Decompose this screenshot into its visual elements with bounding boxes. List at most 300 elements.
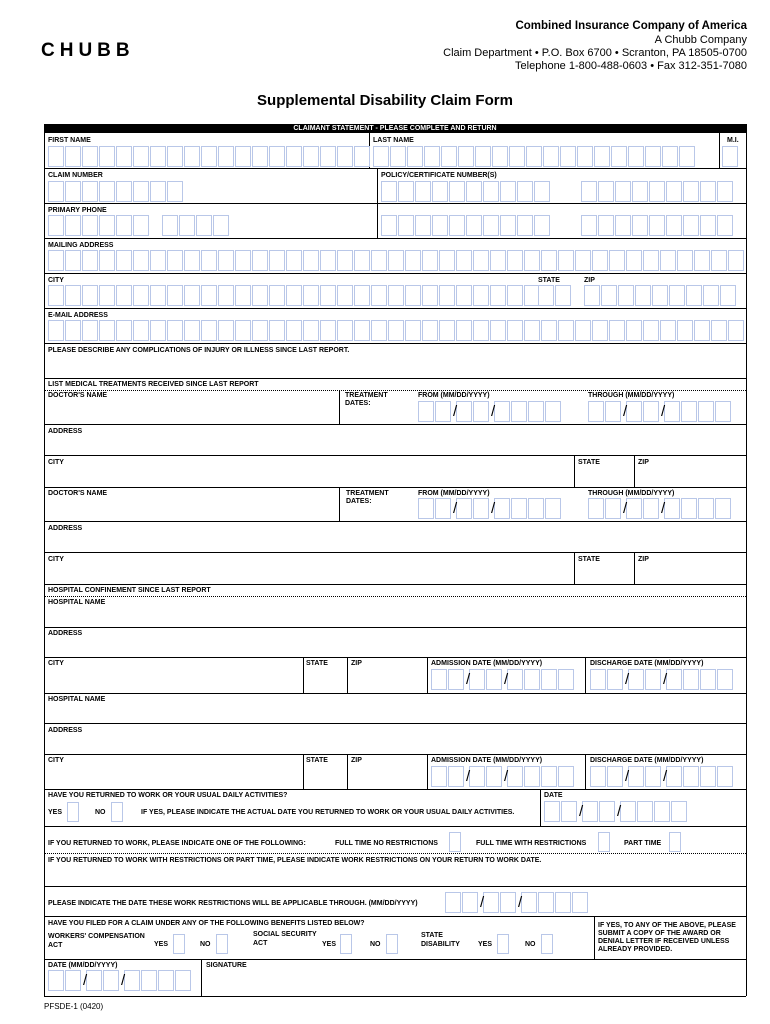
char-box[interactable]	[654, 801, 670, 822]
char-box[interactable]	[715, 498, 731, 519]
mi-box[interactable]	[722, 146, 739, 167]
char-box[interactable]	[611, 146, 627, 167]
char-box[interactable]	[354, 320, 370, 341]
discharge-date-2-dd[interactable]	[628, 766, 662, 787]
char-box[interactable]	[466, 215, 482, 236]
char-box[interactable]	[632, 215, 648, 236]
char-box[interactable]	[628, 146, 644, 167]
char-box[interactable]	[700, 766, 716, 787]
char-box[interactable]	[615, 215, 631, 236]
char-box[interactable]	[82, 250, 98, 271]
char-box[interactable]	[694, 250, 710, 271]
char-box[interactable]	[303, 320, 319, 341]
char-box[interactable]	[320, 285, 336, 306]
char-box[interactable]	[235, 320, 251, 341]
char-box[interactable]	[649, 215, 665, 236]
char-box[interactable]	[252, 285, 268, 306]
char-box[interactable]	[517, 181, 533, 202]
char-box[interactable]	[628, 766, 644, 787]
char-box[interactable]	[390, 146, 406, 167]
char-box[interactable]	[48, 970, 64, 991]
char-box[interactable]	[649, 181, 665, 202]
char-box[interactable]	[645, 669, 661, 690]
char-box[interactable]	[371, 320, 387, 341]
char-box[interactable]	[620, 801, 636, 822]
char-box[interactable]	[320, 250, 336, 271]
char-box[interactable]	[441, 146, 457, 167]
char-box[interactable]	[213, 215, 229, 236]
char-box[interactable]	[541, 669, 557, 690]
char-box[interactable]	[490, 320, 506, 341]
char-box[interactable]	[679, 146, 695, 167]
char-box[interactable]	[507, 669, 523, 690]
char-box[interactable]	[524, 250, 540, 271]
char-box[interactable]	[700, 669, 716, 690]
char-box[interactable]	[581, 181, 597, 202]
char-box[interactable]	[415, 181, 431, 202]
admission-date-1-dd[interactable]	[469, 669, 503, 690]
char-box[interactable]	[544, 801, 560, 822]
char-box[interactable]	[65, 215, 81, 236]
char-box[interactable]	[500, 215, 516, 236]
char-box[interactable]	[711, 320, 727, 341]
char-box[interactable]	[201, 250, 217, 271]
char-box[interactable]	[666, 766, 682, 787]
char-box[interactable]	[683, 766, 699, 787]
wc-no-checkbox[interactable]	[216, 934, 228, 954]
char-box[interactable]	[116, 320, 132, 341]
char-box[interactable]	[601, 285, 617, 306]
claim-number-boxes[interactable]	[48, 181, 184, 202]
char-box[interactable]	[715, 401, 731, 422]
char-box[interactable]	[415, 215, 431, 236]
wc-yes-checkbox[interactable]	[173, 934, 185, 954]
char-box[interactable]	[572, 892, 588, 913]
char-box[interactable]	[103, 970, 119, 991]
char-box[interactable]	[592, 320, 608, 341]
char-box[interactable]	[252, 250, 268, 271]
char-box[interactable]	[686, 285, 702, 306]
char-box[interactable]	[526, 146, 542, 167]
char-box[interactable]	[303, 250, 319, 271]
char-box[interactable]	[184, 285, 200, 306]
char-box[interactable]	[473, 320, 489, 341]
char-box[interactable]	[405, 285, 421, 306]
char-box[interactable]	[150, 181, 166, 202]
char-box[interactable]	[405, 320, 421, 341]
char-box[interactable]	[632, 181, 648, 202]
char-box[interactable]	[398, 215, 414, 236]
char-box[interactable]	[605, 401, 621, 422]
char-box[interactable]	[700, 215, 716, 236]
char-box[interactable]	[538, 892, 554, 913]
char-box[interactable]	[116, 146, 132, 167]
return-no-checkbox[interactable]	[111, 802, 123, 822]
char-box[interactable]	[683, 669, 699, 690]
char-box[interactable]	[381, 215, 397, 236]
char-box[interactable]	[269, 146, 285, 167]
char-box[interactable]	[473, 401, 489, 422]
char-box[interactable]	[150, 320, 166, 341]
char-box[interactable]	[660, 250, 676, 271]
char-box[interactable]	[337, 320, 353, 341]
char-box[interactable]	[694, 320, 710, 341]
char-box[interactable]	[500, 181, 516, 202]
discharge-date-2-yyyy[interactable]	[666, 766, 734, 787]
char-box[interactable]	[524, 669, 540, 690]
char-box[interactable]	[116, 181, 132, 202]
admission-date-1-yyyy[interactable]	[507, 669, 575, 690]
char-box[interactable]	[590, 766, 606, 787]
discharge-date-1-yyyy[interactable]	[666, 669, 734, 690]
signature-date-dd[interactable]	[86, 970, 120, 991]
first-name-boxes[interactable]	[48, 146, 371, 167]
char-box[interactable]	[581, 215, 597, 236]
char-box[interactable]	[65, 146, 81, 167]
char-box[interactable]	[483, 892, 499, 913]
char-box[interactable]	[662, 146, 678, 167]
char-box[interactable]	[500, 892, 516, 913]
char-box[interactable]	[235, 285, 251, 306]
char-box[interactable]	[150, 250, 166, 271]
char-box[interactable]	[483, 181, 499, 202]
char-box[interactable]	[286, 320, 302, 341]
char-box[interactable]	[637, 801, 653, 822]
char-box[interactable]	[584, 285, 600, 306]
char-box[interactable]	[448, 766, 464, 787]
char-box[interactable]	[150, 146, 166, 167]
discharge-date-1-dd[interactable]	[628, 669, 662, 690]
char-box[interactable]	[669, 285, 685, 306]
char-box[interactable]	[475, 146, 491, 167]
char-box[interactable]	[439, 250, 455, 271]
char-box[interactable]	[555, 892, 571, 913]
char-box[interactable]	[431, 669, 447, 690]
char-box[interactable]	[558, 766, 574, 787]
char-box[interactable]	[528, 401, 544, 422]
char-box[interactable]	[82, 181, 98, 202]
char-box[interactable]	[398, 181, 414, 202]
char-box[interactable]	[48, 320, 64, 341]
char-box[interactable]	[635, 285, 651, 306]
char-box[interactable]	[456, 285, 472, 306]
char-box[interactable]	[607, 766, 623, 787]
char-box[interactable]	[133, 250, 149, 271]
zip-boxes[interactable]	[584, 285, 737, 306]
char-box[interactable]	[720, 285, 736, 306]
from-date-1-dd[interactable]	[456, 401, 490, 422]
char-box[interactable]	[592, 250, 608, 271]
char-box[interactable]	[286, 250, 302, 271]
char-box[interactable]	[235, 146, 251, 167]
char-box[interactable]	[575, 320, 591, 341]
char-box[interactable]	[492, 146, 508, 167]
char-box[interactable]	[703, 285, 719, 306]
char-box[interactable]	[494, 401, 510, 422]
char-box[interactable]	[541, 320, 557, 341]
char-box[interactable]	[388, 250, 404, 271]
char-box[interactable]	[677, 250, 693, 271]
char-box[interactable]	[167, 285, 183, 306]
state-boxes[interactable]	[538, 285, 572, 306]
last-name-boxes[interactable]	[373, 146, 696, 167]
char-box[interactable]	[354, 285, 370, 306]
char-box[interactable]	[490, 250, 506, 271]
char-box[interactable]	[666, 669, 682, 690]
char-box[interactable]	[388, 320, 404, 341]
char-box[interactable]	[473, 285, 489, 306]
char-box[interactable]	[65, 970, 81, 991]
from-date-1-yyyy[interactable]	[494, 401, 562, 422]
char-box[interactable]	[431, 766, 447, 787]
char-box[interactable]	[337, 285, 353, 306]
char-box[interactable]	[422, 285, 438, 306]
char-box[interactable]	[65, 285, 81, 306]
char-box[interactable]	[711, 250, 727, 271]
char-box[interactable]	[626, 401, 642, 422]
char-box[interactable]	[99, 146, 115, 167]
return-yes-checkbox[interactable]	[67, 802, 79, 822]
char-box[interactable]	[48, 215, 64, 236]
char-box[interactable]	[524, 766, 540, 787]
char-box[interactable]	[575, 250, 591, 271]
char-box[interactable]	[449, 181, 465, 202]
return-date-dd[interactable]	[582, 801, 616, 822]
char-box[interactable]	[286, 146, 302, 167]
char-box[interactable]	[354, 146, 370, 167]
char-box[interactable]	[82, 146, 98, 167]
city-boxes[interactable]	[48, 285, 541, 306]
char-box[interactable]	[48, 181, 64, 202]
char-box[interactable]	[545, 401, 561, 422]
char-box[interactable]	[65, 181, 81, 202]
discharge-date-1-mm[interactable]	[590, 669, 624, 690]
char-box[interactable]	[545, 498, 561, 519]
char-box[interactable]	[652, 285, 668, 306]
char-box[interactable]	[435, 498, 451, 519]
char-box[interactable]	[666, 215, 682, 236]
char-box[interactable]	[422, 250, 438, 271]
char-box[interactable]	[405, 250, 421, 271]
char-box[interactable]	[486, 766, 502, 787]
ss-yes-checkbox[interactable]	[340, 934, 352, 954]
char-box[interactable]	[65, 250, 81, 271]
char-box[interactable]	[158, 970, 174, 991]
char-box[interactable]	[511, 498, 527, 519]
char-box[interactable]	[511, 401, 527, 422]
char-box[interactable]	[175, 970, 191, 991]
char-box[interactable]	[561, 801, 577, 822]
char-box[interactable]	[448, 669, 464, 690]
char-box[interactable]	[116, 215, 132, 236]
char-box[interactable]	[439, 320, 455, 341]
char-box[interactable]	[133, 215, 149, 236]
char-box[interactable]	[196, 215, 212, 236]
char-box[interactable]	[643, 401, 659, 422]
char-box[interactable]	[432, 215, 448, 236]
full-no-restrictions-checkbox[interactable]	[449, 832, 461, 852]
restrictions-through-date-mm[interactable]	[445, 892, 479, 913]
from-date-2-dd[interactable]	[456, 498, 490, 519]
char-box[interactable]	[558, 669, 574, 690]
char-box[interactable]	[698, 401, 714, 422]
char-box[interactable]	[320, 320, 336, 341]
char-box[interactable]	[218, 146, 234, 167]
char-box[interactable]	[681, 498, 697, 519]
phone-area-boxes[interactable]	[48, 215, 150, 236]
char-box[interactable]	[303, 285, 319, 306]
return-date-mm[interactable]	[544, 801, 578, 822]
email-boxes[interactable]	[48, 320, 745, 341]
char-box[interactable]	[456, 401, 472, 422]
char-box[interactable]	[82, 285, 98, 306]
char-box[interactable]	[677, 320, 693, 341]
policy-boxes-4[interactable]	[581, 215, 734, 236]
char-box[interactable]	[598, 215, 614, 236]
char-box[interactable]	[469, 766, 485, 787]
char-box[interactable]	[486, 669, 502, 690]
char-box[interactable]	[201, 320, 217, 341]
char-box[interactable]	[605, 498, 621, 519]
char-box[interactable]	[534, 181, 550, 202]
char-box[interactable]	[320, 146, 336, 167]
char-box[interactable]	[133, 181, 149, 202]
restrictions-through-date-dd[interactable]	[483, 892, 517, 913]
char-box[interactable]	[722, 146, 738, 167]
char-box[interactable]	[473, 250, 489, 271]
sd-no-checkbox[interactable]	[541, 934, 553, 954]
char-box[interactable]	[252, 320, 268, 341]
char-box[interactable]	[683, 181, 699, 202]
char-box[interactable]	[555, 285, 571, 306]
phone-prefix-boxes[interactable]	[162, 215, 230, 236]
char-box[interactable]	[162, 215, 178, 236]
char-box[interactable]	[439, 285, 455, 306]
char-box[interactable]	[432, 181, 448, 202]
char-box[interactable]	[626, 498, 642, 519]
char-box[interactable]	[418, 498, 434, 519]
char-box[interactable]	[371, 285, 387, 306]
char-box[interactable]	[717, 181, 733, 202]
char-box[interactable]	[133, 146, 149, 167]
char-box[interactable]	[167, 250, 183, 271]
char-box[interactable]	[99, 181, 115, 202]
char-box[interactable]	[422, 320, 438, 341]
char-box[interactable]	[507, 285, 523, 306]
char-box[interactable]	[407, 146, 423, 167]
signature-date-yyyy[interactable]	[124, 970, 192, 991]
char-box[interactable]	[618, 285, 634, 306]
char-box[interactable]	[509, 146, 525, 167]
policy-boxes-2[interactable]	[581, 181, 734, 202]
char-box[interactable]	[507, 766, 523, 787]
char-box[interactable]	[184, 320, 200, 341]
char-box[interactable]	[717, 669, 733, 690]
char-box[interactable]	[201, 285, 217, 306]
ss-no-checkbox[interactable]	[386, 934, 398, 954]
char-box[interactable]	[218, 320, 234, 341]
char-box[interactable]	[449, 215, 465, 236]
admission-date-1-mm[interactable]	[431, 669, 465, 690]
char-box[interactable]	[607, 669, 623, 690]
char-box[interactable]	[381, 181, 397, 202]
char-box[interactable]	[626, 250, 642, 271]
char-box[interactable]	[717, 215, 733, 236]
char-box[interactable]	[124, 970, 140, 991]
char-box[interactable]	[543, 146, 559, 167]
char-box[interactable]	[252, 146, 268, 167]
mailing-address-boxes[interactable]	[48, 250, 745, 271]
char-box[interactable]	[456, 250, 472, 271]
policy-boxes-1[interactable]	[381, 181, 551, 202]
char-box[interactable]	[507, 320, 523, 341]
char-box[interactable]	[48, 146, 64, 167]
admission-date-2-dd[interactable]	[469, 766, 503, 787]
char-box[interactable]	[626, 320, 642, 341]
through-date-1-mm[interactable]	[588, 401, 622, 422]
restrictions-through-date-yyyy[interactable]	[521, 892, 589, 913]
char-box[interactable]	[628, 669, 644, 690]
char-box[interactable]	[594, 146, 610, 167]
char-box[interactable]	[643, 320, 659, 341]
char-box[interactable]	[698, 498, 714, 519]
char-box[interactable]	[167, 181, 183, 202]
char-box[interactable]	[681, 401, 697, 422]
char-box[interactable]	[167, 146, 183, 167]
char-box[interactable]	[184, 146, 200, 167]
char-box[interactable]	[521, 892, 537, 913]
char-box[interactable]	[507, 250, 523, 271]
sd-yes-checkbox[interactable]	[497, 934, 509, 954]
char-box[interactable]	[303, 146, 319, 167]
char-box[interactable]	[99, 215, 115, 236]
char-box[interactable]	[582, 801, 598, 822]
char-box[interactable]	[86, 970, 102, 991]
char-box[interactable]	[483, 215, 499, 236]
char-box[interactable]	[82, 320, 98, 341]
char-box[interactable]	[458, 146, 474, 167]
char-box[interactable]	[577, 146, 593, 167]
char-box[interactable]	[48, 285, 64, 306]
char-box[interactable]	[558, 320, 574, 341]
return-date-yyyy[interactable]	[620, 801, 688, 822]
char-box[interactable]	[418, 401, 434, 422]
char-box[interactable]	[469, 669, 485, 690]
char-box[interactable]	[683, 215, 699, 236]
char-box[interactable]	[590, 669, 606, 690]
char-box[interactable]	[269, 285, 285, 306]
char-box[interactable]	[116, 250, 132, 271]
char-box[interactable]	[201, 146, 217, 167]
char-box[interactable]	[588, 498, 604, 519]
char-box[interactable]	[184, 250, 200, 271]
signature-date-mm[interactable]	[48, 970, 82, 991]
char-box[interactable]	[286, 285, 302, 306]
char-box[interactable]	[48, 250, 64, 271]
admission-date-2-mm[interactable]	[431, 766, 465, 787]
char-box[interactable]	[466, 181, 482, 202]
char-box[interactable]	[609, 250, 625, 271]
char-box[interactable]	[269, 320, 285, 341]
char-box[interactable]	[218, 250, 234, 271]
char-box[interactable]	[599, 801, 615, 822]
char-box[interactable]	[456, 498, 472, 519]
char-box[interactable]	[445, 892, 461, 913]
char-box[interactable]	[541, 766, 557, 787]
through-date-1-yyyy[interactable]	[664, 401, 732, 422]
char-box[interactable]	[462, 892, 478, 913]
char-box[interactable]	[116, 285, 132, 306]
